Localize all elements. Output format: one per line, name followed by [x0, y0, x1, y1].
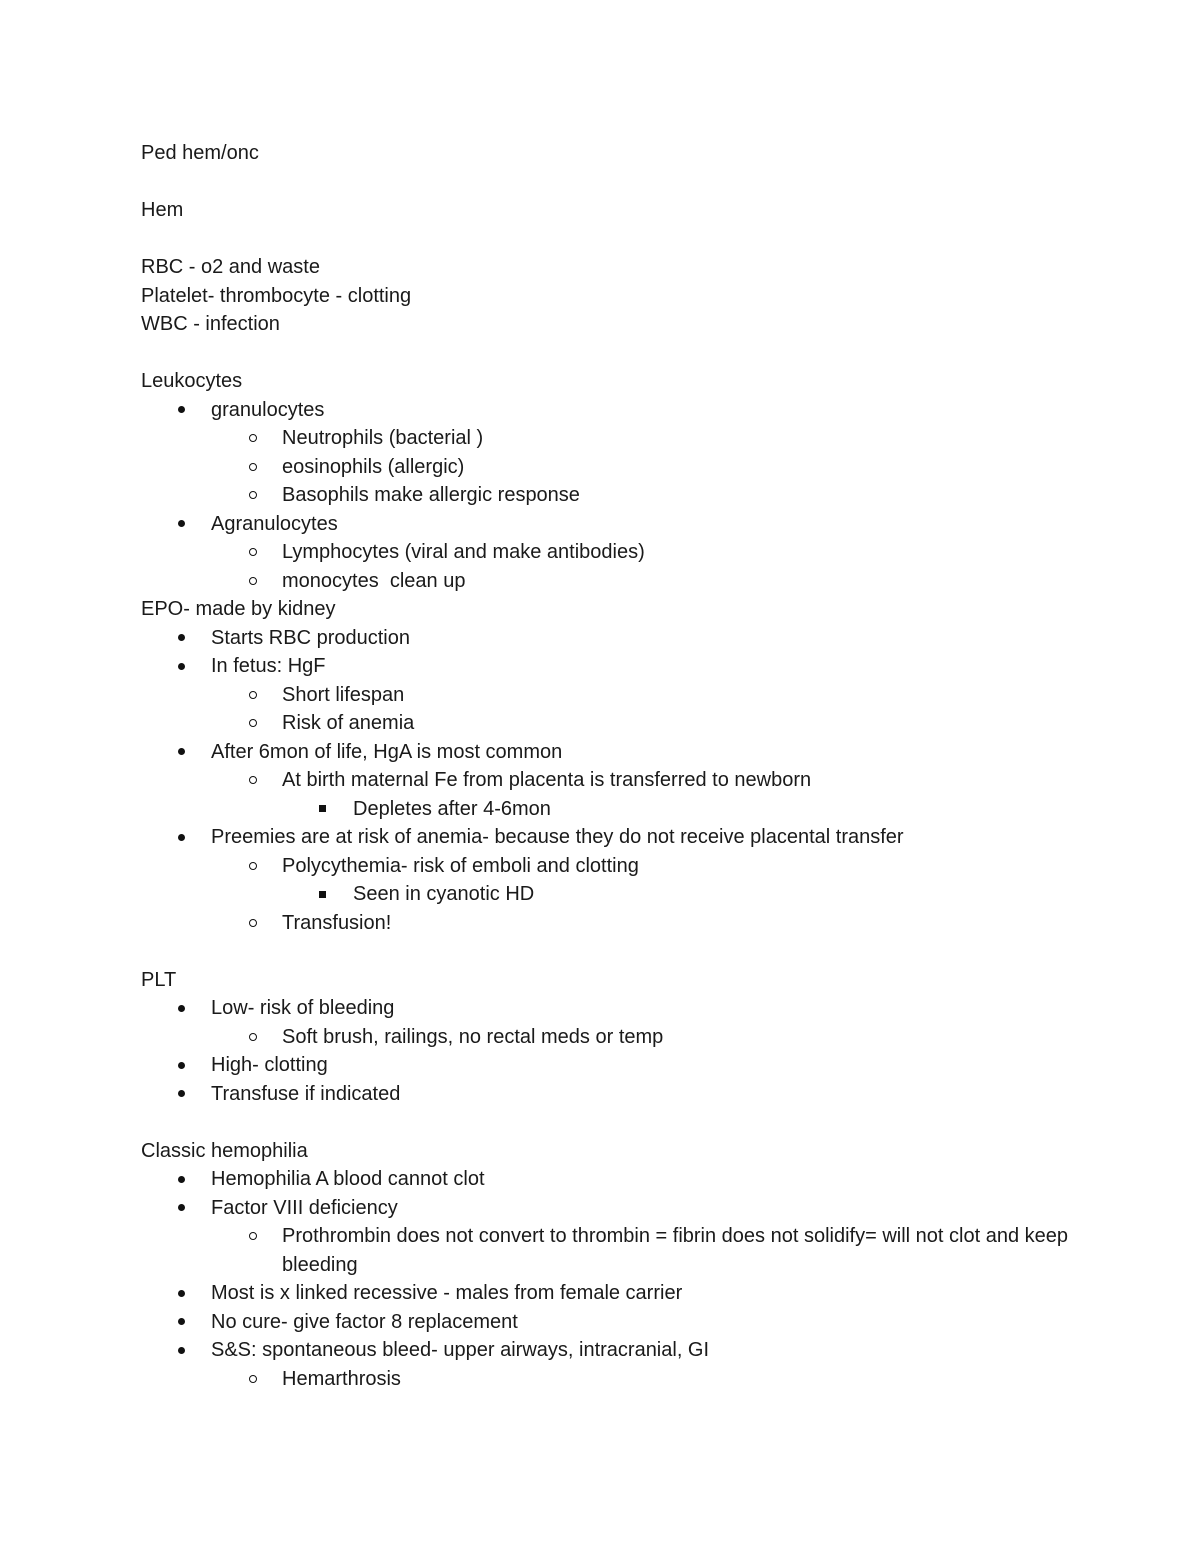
blank-line [141, 339, 1101, 368]
bullet-circle-icon [249, 1033, 257, 1041]
heading-line [141, 253, 1101, 282]
line-text: Hemophilia A blood cannot clot [211, 1168, 485, 1190]
line-text: Leukocytes [141, 370, 243, 392]
list-item [141, 567, 1101, 596]
line-text: Factor VIII deficiency [211, 1196, 398, 1219]
list-item [141, 652, 1101, 681]
bullet-dot-icon [178, 1176, 185, 1183]
list-item [141, 1308, 1101, 1337]
line-text: Soft brush, railings, no rectal meds or temp [282, 1025, 664, 1048]
bullet-circle-icon [249, 1232, 257, 1240]
line-text: Polycythemia- risk of emboli and clotting [282, 854, 639, 877]
bullet-dot-icon [178, 834, 185, 841]
line-text: granulocytes [211, 398, 325, 421]
heading-line [141, 196, 1101, 225]
list-item [141, 624, 1101, 653]
list-item [141, 880, 1101, 909]
line-text: RBC - o2 and waste [141, 256, 320, 278]
list-item [141, 823, 1101, 852]
bullet-circle-icon [249, 548, 257, 556]
bullet-square-icon [319, 805, 326, 812]
list-item [141, 453, 1101, 482]
list-item [141, 1365, 1101, 1394]
line-text: Starts RBC production [211, 626, 410, 649]
line-text: WBC - infection [141, 313, 280, 335]
list-item [141, 510, 1101, 539]
heading-line [141, 282, 1101, 311]
line-text: Short lifespan [282, 683, 405, 706]
line-text: Low- risk of bleeding [211, 997, 395, 1019]
bullet-dot-icon [178, 1090, 185, 1097]
heading-line [141, 1137, 1101, 1166]
document-body [141, 139, 1101, 1393]
list-item [141, 538, 1101, 567]
bullet-circle-icon [249, 862, 257, 870]
blank-line [141, 168, 1101, 197]
line-text: Depletes after 4-6mon [353, 797, 551, 820]
line-text: Platelet- thrombocyte - clotting [141, 284, 412, 307]
line-text: monocytes clean up [282, 569, 466, 592]
bullet-dot-icon [178, 1347, 185, 1354]
line-text: High- clotting [211, 1054, 328, 1076]
line-text: Most is x linked recessive - males from female carrier [211, 1282, 683, 1304]
line-text: Classic hemophilia [141, 1139, 308, 1162]
bullet-circle-icon [249, 691, 257, 699]
list-item [141, 994, 1101, 1023]
line-text: Prothrombin does not convert to thrombin = fibrin does not solidify= will not clot and keep bleeding [282, 1225, 1074, 1276]
list-item [141, 1222, 1101, 1279]
line-text: Ped hem/onc [141, 142, 259, 164]
blank-line [141, 937, 1101, 966]
bullet-dot-icon [178, 1318, 185, 1325]
bullet-circle-icon [249, 463, 257, 471]
line-text: Lymphocytes (viral and make antibodies) [282, 541, 645, 563]
line-text: Hemarthrosis [282, 1367, 401, 1390]
line-text: Seen in cyanotic HD [353, 883, 535, 905]
bullet-circle-icon [249, 719, 257, 727]
line-text: S&S: spontaneous bleed- upper airways, intracranial, GI [211, 1339, 710, 1361]
heading-line [141, 310, 1101, 339]
bullet-circle-icon [249, 434, 257, 442]
list-item [141, 481, 1101, 510]
line-text: EPO- made by kidney [141, 598, 336, 620]
line-text: Hem [141, 199, 184, 221]
bullet-dot-icon [178, 406, 185, 413]
line-text: PLT [141, 968, 177, 991]
bullet-dot-icon [178, 1290, 185, 1297]
line-text: In fetus: HgF [211, 655, 326, 677]
list-item [141, 738, 1101, 767]
bullet-dot-icon [178, 663, 185, 670]
list-item [141, 1080, 1101, 1109]
line-text: No cure- give factor 8 replacement [211, 1310, 518, 1333]
bullet-square-icon [319, 891, 326, 898]
list-item [141, 766, 1101, 795]
bullet-circle-icon [249, 776, 257, 784]
list-item [141, 709, 1101, 738]
list-item [141, 1023, 1101, 1052]
bullet-circle-icon [249, 919, 257, 927]
list-item [141, 396, 1101, 425]
list-item [141, 795, 1101, 824]
heading-line [141, 595, 1101, 624]
line-text: Basophils make allergic response [282, 484, 580, 506]
bullet-dot-icon [178, 748, 185, 755]
blank-line [141, 225, 1101, 254]
list-item [141, 1051, 1101, 1080]
list-item [141, 681, 1101, 710]
heading-line [141, 367, 1101, 396]
list-item [141, 1165, 1101, 1194]
line-text: Transfusion! [282, 911, 392, 934]
bullet-dot-icon [178, 634, 185, 641]
bullet-circle-icon [249, 491, 257, 499]
bullet-dot-icon [178, 1204, 185, 1211]
blank-line [141, 1108, 1101, 1137]
heading-line [141, 139, 1101, 168]
bullet-dot-icon [178, 520, 185, 527]
list-item [141, 909, 1101, 938]
list-item [141, 852, 1101, 881]
line-text: eosinophils (allergic) [282, 455, 465, 478]
list-item [141, 1336, 1101, 1365]
list-item [141, 424, 1101, 453]
bullet-dot-icon [178, 1062, 185, 1069]
bullet-dot-icon [178, 1005, 185, 1012]
list-item [141, 1194, 1101, 1223]
line-text: Neutrophils (bacterial ) [282, 427, 484, 449]
line-text: At birth maternal Fe from placenta is transferred to newborn [282, 769, 812, 791]
line-text: Risk of anemia [282, 712, 415, 734]
line-text: Agranulocytes [211, 512, 338, 535]
line-text: Preemies are at risk of anemia- because they do not receive placental transfer [211, 826, 904, 848]
heading-line [141, 966, 1101, 995]
list-item [141, 1279, 1101, 1308]
bullet-circle-icon [249, 577, 257, 585]
bullet-circle-icon [249, 1375, 257, 1383]
line-text: Transfuse if indicated [211, 1082, 401, 1105]
line-text: After 6mon of life, HgA is most common [211, 740, 563, 763]
